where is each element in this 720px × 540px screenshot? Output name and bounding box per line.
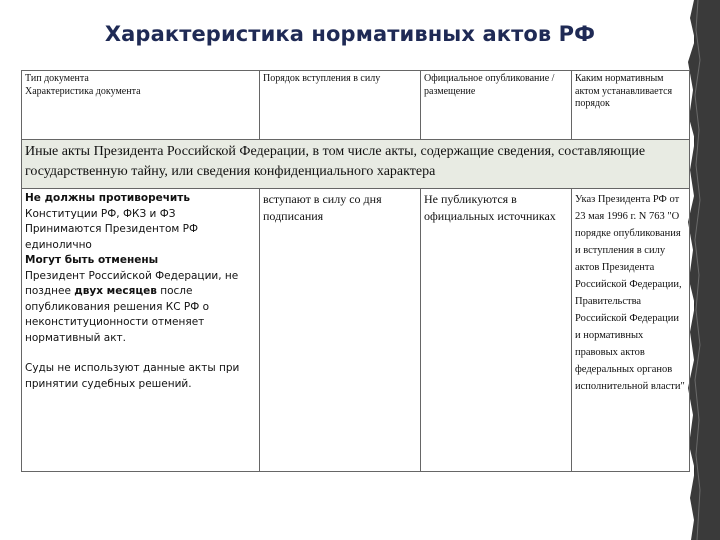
slide-title: Характеристика нормативных актов РФ [104, 22, 596, 46]
text-cancellation-pre: Президент Российской Федерации, не позднее [25, 269, 239, 297]
text-constitution: Конституции РФ, ФКЗ и ФЗ [25, 207, 176, 220]
header-document-type-line1: Тип документа [25, 73, 89, 84]
text-cancellation-deadline: двух месяцев [74, 285, 157, 297]
cell-entry-into-force: вступают в силу со дня подписания [260, 189, 421, 472]
heading-can-be-cancelled: Могут быть отменены [25, 254, 159, 266]
header-official-publication: Официальное опубликование / размещение [421, 71, 572, 140]
text-courts-note: Суды не используют данные акты при принятии судебных решений. [25, 362, 240, 390]
cell-governing-act: Указ Президента РФ от 23 мая 1996 г. N 763 "О порядке опубликования и вступления в силу актов Президента Российской Федерации, Правительства Российской Федерации и нормативных правовых актов федеральных органов исполнительной власти" [572, 189, 690, 472]
section-band-row [22, 140, 690, 189]
text-adopted-by-president: Принимаются Президентом РФ единолично [25, 223, 198, 251]
section-band-text: Иные акты Президента Российской Федерации, в том числе акты, содержащие сведения, составляющие государственную тайну, или сведения конфиденциального характера [22, 140, 690, 189]
cell-official-publication: Не публикуются в официальных источниках [421, 189, 572, 472]
table-header-row [22, 71, 690, 140]
heading-must-not-contradict: Не должны противоречить [25, 192, 191, 204]
header-governing-act: Каким нормативным актом устанавливается порядок [572, 71, 690, 140]
text-cancellation-post: после опубликования решения КС РФ о неконституционности отменяет нормативный акт. [25, 285, 210, 344]
header-document-type [22, 71, 260, 140]
text-cancellation-rule [25, 269, 256, 347]
acts-table [21, 70, 690, 472]
spacer [25, 346, 256, 361]
cell-characteristics [22, 189, 260, 472]
header-entry-into-force: Порядок вступления в силу [260, 71, 421, 140]
header-document-type-line2: Характеристика документа [25, 85, 141, 97]
table-row [22, 189, 690, 472]
